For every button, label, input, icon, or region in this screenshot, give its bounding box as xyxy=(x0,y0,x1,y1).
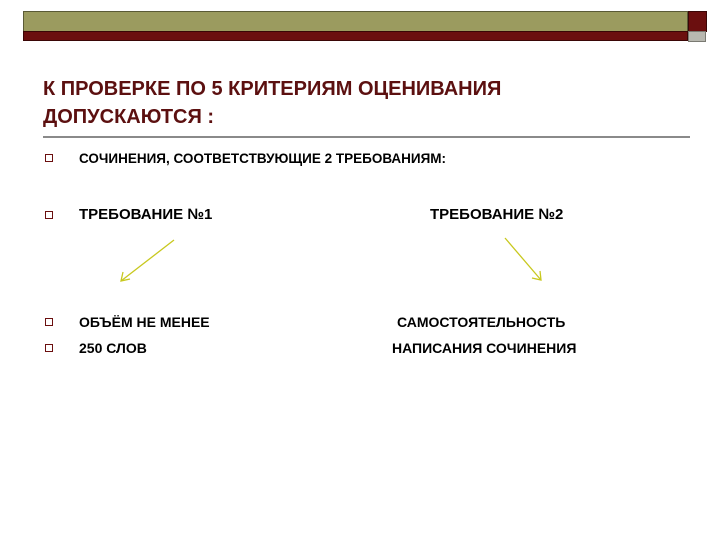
requirement-1-heading: ТРЕБОВАНИЕ №1 xyxy=(79,206,213,223)
arrow-left-icon xyxy=(121,240,174,281)
title-line-1: К ПРОВЕРКЕ ПО 5 КРИТЕРИЯМ ОЦЕНИВАНИЯ xyxy=(43,78,502,100)
title-line-2: ДОПУСКАЮТСЯ : xyxy=(43,106,215,128)
bullet-square-icon xyxy=(45,318,53,326)
requirement-2-heading: ТРЕБОВАНИЕ №2 xyxy=(430,206,564,223)
requirement-2-line-1: САМОСТОЯТЕЛЬНОСТЬ xyxy=(397,314,566,330)
requirement-2-line-2: НАПИСАНИЯ СОЧИНЕНИЯ xyxy=(392,340,577,356)
arrow-right-icon xyxy=(505,238,541,280)
bullet-square-icon xyxy=(45,344,53,352)
requirement-1-line-1: ОБЪЁМ НЕ МЕНЕЕ xyxy=(79,314,210,330)
requirement-1-line-2: 250 СЛОВ xyxy=(79,340,147,356)
bullet-text-requirements: СОЧИНЕНИЯ, СООТВЕТСТВУЮЩИЕ 2 ТРЕБОВАНИЯМ: xyxy=(79,151,447,166)
